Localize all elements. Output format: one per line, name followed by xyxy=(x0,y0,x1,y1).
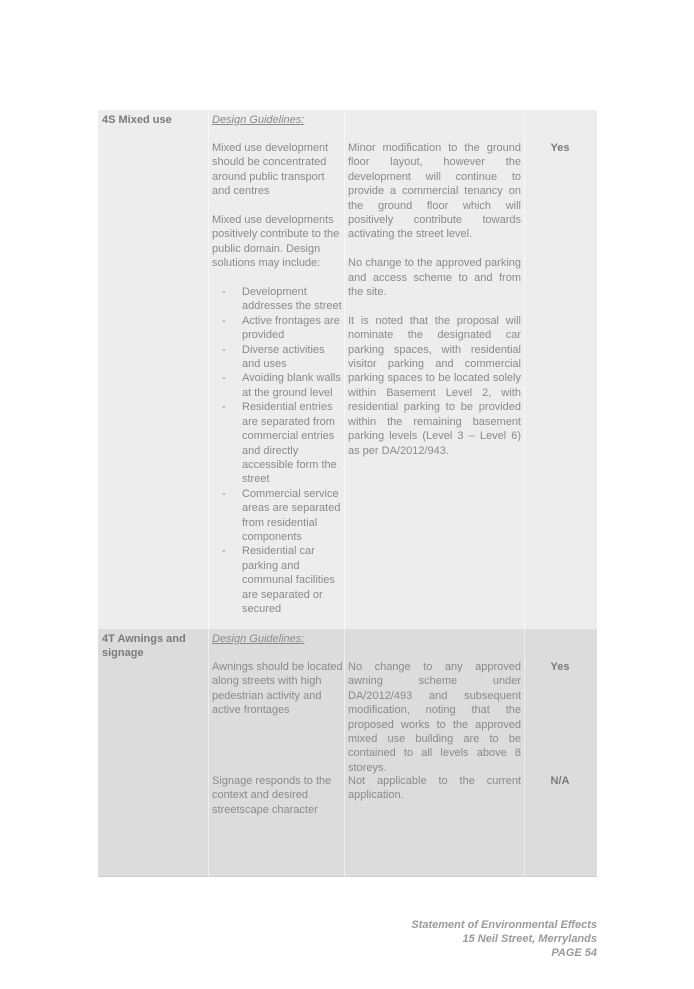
comment-text: It is noted that the proposal will nominate the designated car parking spaces, with residential visitor parking and commercial parking spaces to be located solely within Basement Level 2, with residential parking to be provided within the remaining basement parking levels (Level 3 – Level 6) as per DA/2012/943. xyxy=(348,314,521,457)
comment-text: Minor modification to the ground floor layout, however the development will continue to provide a commercial tenancy on the ground floor which will positively contribute towards activating the street level. xyxy=(348,142,521,241)
footer-document-title: Statement of Environmental Effects xyxy=(411,919,597,931)
column-divider xyxy=(344,629,345,876)
criteria-column xyxy=(212,141,344,616)
footer-page-number: PAGE 54 xyxy=(551,947,597,959)
list-item: - Residential entries are separated from commercial entries and directly accessible form the street xyxy=(222,401,337,486)
comment-text: No change to the approved parking and access scheme to and from the site. xyxy=(348,257,521,299)
column-divider xyxy=(208,629,209,876)
design-solutions-list xyxy=(212,285,344,616)
criteria-text: Signage responds to the context and desired streetscape character xyxy=(212,775,332,816)
section-4s-mixed-use xyxy=(98,110,597,630)
column-divider xyxy=(344,110,345,630)
comment-text: Not applicable to the current application. xyxy=(348,775,521,802)
column-divider xyxy=(524,629,525,876)
section-4t-awnings-signage xyxy=(98,629,597,877)
compliance-value: N/A xyxy=(550,775,570,787)
list-item: - Development addresses the street xyxy=(222,286,342,313)
design-guidelines-label: Design Guidelines: xyxy=(212,633,305,645)
compliance-value: Yes xyxy=(550,142,570,154)
comment-column xyxy=(348,141,521,458)
list-item: - Diverse activities and uses xyxy=(222,343,325,371)
criteria-text: Awnings should be located along streets with high pedestrian activity and active frontages xyxy=(212,661,343,717)
list-item: - Residential car parking and communal facilities are separated or secured xyxy=(222,545,335,615)
list-item: - Avoiding blank walls at the ground level xyxy=(222,372,341,399)
section-heading: 4T Awnings and signage xyxy=(102,633,186,660)
compliance-value: Yes xyxy=(550,661,570,673)
section-heading: 4S Mixed use xyxy=(102,114,172,126)
footer-address: 15 Neil Street, Merrylands xyxy=(462,933,597,945)
list-item: - Commercial service areas are separated from residential components xyxy=(222,487,341,543)
column-divider xyxy=(524,110,525,630)
comment-text: No change to any approved awning scheme under DA/2012/493 and subsequent modification, noting that the proposed works to the approved mixed use building are to be contained to all levels above 8 storeys. xyxy=(348,661,521,774)
criteria-text: Mixed use developments positively contribute to the public domain. Design solutions may include: xyxy=(212,214,340,270)
criteria-text: Mixed use development should be concentrated around public transport and centres xyxy=(212,142,329,198)
page-footer xyxy=(411,918,597,960)
column-divider xyxy=(208,110,209,630)
list-item: - Active frontages are provided xyxy=(222,314,340,342)
design-guidelines-label: Design Guidelines: xyxy=(212,114,305,126)
